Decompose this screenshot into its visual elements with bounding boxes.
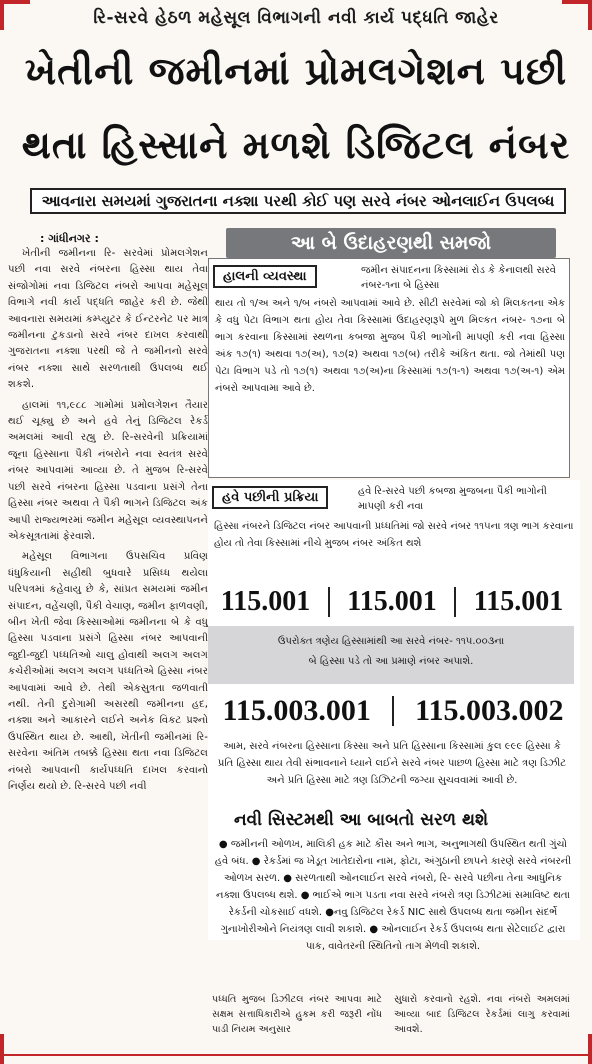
current-system-box [208, 258, 570, 478]
article-continuation-column-2: પધ્ધતિ મુજબ ડિઝીટલ નંબર આપવા માટે સક્ષમ સત્તાધિકારીએ હુકમ કરી જરૂરી નોંધ પાડી નિયમ અનુસાર [212, 994, 382, 1035]
example-number: 115.001 [347, 586, 437, 617]
example-number: 115.001 [473, 586, 564, 617]
corner-mark [588, 1034, 592, 1064]
article-paragraph: ખેતીની જમીનના રિ- સરવેમાં પ્રોમલગેશન પછી નવા સરવે નંબરના હિસ્સા થાય તેવા સંજોગોમાં નવા ડિજિટલ નંબરો આપવા મહેસૂલ વિભાગે નવી કાર્ય પદ્ધતિ જાહેર કરી છે. જેથી આવનારા સમયમાં કમ્પ્યુટર કે ઈન્ટરનેટ પર માત્ર જમીનના ટુકડાનો સરવે નંબર દાખલ કરવાથી ગુજરાતના નક્શા પરથી જે તે જમીનનો સરવે નંબર નક્શા સાથે સરળતાથી ઉપલબ્ધ થઈ શકશે. [8, 248, 208, 391]
article-paragraph: મહેસૂલ વિભાગના ઉપસચિવ પ્રવિણ ધંધુકિયાની સહીથી બુધવારે પ્રસિધ્ધ થયેલા પરિપત્રમાં કહેવાયુ છે કે, સાંપ્રત સમયમાં જમીન સંપાદન, વહેંચણી, પૈકી વેચાણ, જમીન ફાળવણી, બીન ખેતી જેવા કિસ્સાઓમાં જમીનના બે કે વધુ હિસ્સા પડવાના પ્રસંગે હિસ્સા નંબર આપવાની જુદી-જુદી પધ્ધતિઓ ચાલુ હોવાથી અલગ અલગ કચેરીઓમાં અલગ અલગ પધ્ધતિએ હિસ્સા નંબર આપવામાં આવે છે. તેથી એકસુત્રતા જળવાતી નથી. તેની દુરોગામી અસરથી જમીનના હદ, નક્શા અને આકારને લઈને અનેક વિકટ પ્રશ્નો ઉપસ્થિત થાય છે. આથી, ખેતીની જમીનમાં રિ-સરવેના અંતિમ તબક્કે હિસ્સા થતા નવા ડિજિટલ નંબરો આપવાની કાર્યપધ્ધતિ દાખલ કરવાનો નિર્ણય થયો છે. રિ-સરવે પછી નવી [8, 551, 208, 792]
future-process-tag: હવે પછીની પ્રક્રિયા [212, 486, 328, 509]
sub-division-note-line-1: ઉપરોક્ત ત્રણેય હિસ્સામાંથી આ સરવે નંબર- ૧૧૫.૦૦૩ના [277, 636, 505, 647]
sub-division-note-line-2: બે હિસ્સા પડે તો આ પ્રમાણે નંબર અપાશે. [308, 656, 474, 667]
corner-mark [562, 0, 592, 4]
sub-division-note [214, 632, 568, 672]
example-number: 115.003.002 [415, 694, 564, 727]
bottom-rule [0, 1054, 592, 1056]
sub-division-note-box [208, 626, 574, 684]
example-number: 115.001 [220, 586, 311, 617]
dateline: : ગાંધીનગર : [40, 232, 99, 245]
new-system-heading: નવી સિસ્ટમથી આ બાબતો સરળ થશે [234, 810, 489, 830]
kicker-headline: રિ-સરવે હેઠળ મહેસૂલ વિભાગની નવી કાર્ય પદ્ધતિ જાહેર [93, 8, 499, 28]
number-divider [454, 587, 456, 617]
example-numbers-row-2 [212, 690, 574, 732]
subheadline: આવનારા સમયમાં ગુજરાતના નક્શા પરથી કોઈ પણ સરવે નંબર ઓનલાઈન ઉપલબ્ધ [30, 188, 566, 214]
number-divider [392, 696, 394, 726]
example-numbers-row-1 [212, 584, 572, 620]
article-continuation-column-3: સુધારો કરવાનો રહશે. નવા નંબરો અમલમાં આવ્યા બાદ ડિજિટલ રેકર્ડમાં લાગુ કરવામાં આવશે. [394, 994, 570, 1035]
new-system-bullets: ● જમીનની ઓળખ, માલિકી હક માટે કૌસ અને ભાગ, અનુભાગથી ઉપસ્થિત થતી ગુંચો હવે બંધ. ● રેકર્ડમાં જ ખેડૂત ખાતેદારોના નામ, ફોટા, અંગુઠાની છાપને કારણે સરવે નંબરની ઓળખ સરળ. ● સરળતાથી ઓનલાઈન સરવે નંબરો, રિ- સરવે પછીના તેના આધુનિક નક્શા ઉપલબ્ધ થશે. ● ભાઈએ ભાગ પડતા નવા સરવે નંબરો ત્રણ ડિઝીટમાં સમાવિષ્ટ થતા રેકર્ડની ચોકસાઈ વધશે. ●નવુ ડિજિટલ રેકર્ડ NIC સાથે ઉપલબ્ધ થતા જમીન સંદર્ભે ગુનાખોરીઓને નિયંત્રણ લાવી શકાશે. ● ઓનલાઈન રેકર્ડ ઉપલબ્ધ થતા સેટેલાઈટ દ્વારા પાક, વાવેતરની સ્થિતિનો તાગ મેળવી શકાશે. [214, 839, 572, 952]
article-left-column [8, 246, 208, 799]
numbering-explanation: આમ, સરવે નંબરના હિસ્સાના કિસ્સા અને પ્રતિ હિસ્સાના કિસ્સામાં કુલ ૯૯૯ હિસ્સા કે પ્રતિ હિસ્સા થાય તેવી સંભાવનાને ધ્યાને લઈને સરવે નંબર પાછળ હિસ્સા માટે ત્રણ ડિઝીટ અને પ્રતિ હિસ્સા માટે ત્રણ ડિઝિટની જગ્યા સુચવવામાં આવી છે. [217, 741, 567, 786]
future-process-intro: હવે રિ-સરવે પછી કબજા મુજબના પૈકી ભાગોની માપણી કરી નવા [358, 486, 547, 512]
future-process-box [208, 480, 580, 952]
examples-banner: આ બે ઉદાહરણથી સમજો [226, 228, 556, 258]
example-number: 115.003.001 [222, 694, 371, 727]
corner-mark [0, 1034, 4, 1064]
current-system-body: થાય તો ૧/અ અને ૧/બ નંબરો આપવામાં આવે છે. સીટી સરવેમાં જો કો મિલકતના એક કે વધુ પેટા વિભાગ થતા હોય તેવા કિસ્સામાં ઉદાહરણરૂપે મુળ મિલ્કત નંબર- ૧૭ના બે ભાગ કરવાના કિસ્સામાં સ્થળના કબજા મુજબ પૈકી ભાગોની માપણી કરી નવા હિસ્સા અંક ૧૭(૧) અથવા ૧૭(અ), ૧૭(૨) અથવા ૧૭(બ) તરીકે અંકિત થતા. જો તેમાંથી પણ પેટા વિભાગ પડે તો ૧૭(૧) અથવા ૧૭(અ)ના કિસ્સામાં ૧૭(૧-૧) અથવા ૧૭(અ-૧) એમ નંબરો આપવામા આવે છે. [215, 298, 565, 394]
number-divider [328, 587, 330, 617]
current-system-tag: હાલની વ્યવસ્થા [213, 265, 317, 288]
article-paragraph: હાલમાં ૧૧,૯૮૮ ગામોમાં પ્રમોલગેશન તૈયાર થઈ ચૂક્યુ છે અને હવે તેનું ડિજિટલ રેકર્ડ અમલમાં આવી રહ્યુ છે. રિ-સરવેની પ્રક્રિયામાં જૂના હિસ્સાના પૈકી નંબરોને નવા સ્વતંત્ર સરવે નંબર આપવામાં આવ્યા છે. તે મુજબ રિ-સરવે પછી સરવે નંબરના હિસ્સા પડવાના પ્રસંગે તેના હિસ્સા નંબર અથવા તે પૈકી ભાગને ડિજિટલ અંક આપી રાજ્યભરમાં જમીન મહેસૂલ વ્યવસ્થાપનને એકસૂત્રતામાં ફેરવાશે. [8, 399, 208, 542]
future-process-body: હિસ્સા નંબરને ડિજિટલ નંબર આપવાની પ્રધ્ધતિમાં જો સરવે નંબર ૧૧૫ના ત્રણ ભાગ કરવાના હોય તો તેવા કિસ્સામાં નીચે મુજબ નંબર અંકિત થશે [214, 521, 574, 549]
current-system-intro: જમીન સંપાદનના કિસ્સામાં રોડ કે કેનાલથી સરવે નંબર-૧ના બે હિસ્સા [361, 265, 556, 291]
main-headline-line-1: ખેતીની જમીનમાં પ્રોમલગેશન પછી [24, 49, 568, 93]
corner-mark [0, 0, 30, 4]
main-headline-line-2: થતા હિસ્સાને મળશે ડિજિટલ નંબર [21, 123, 571, 167]
